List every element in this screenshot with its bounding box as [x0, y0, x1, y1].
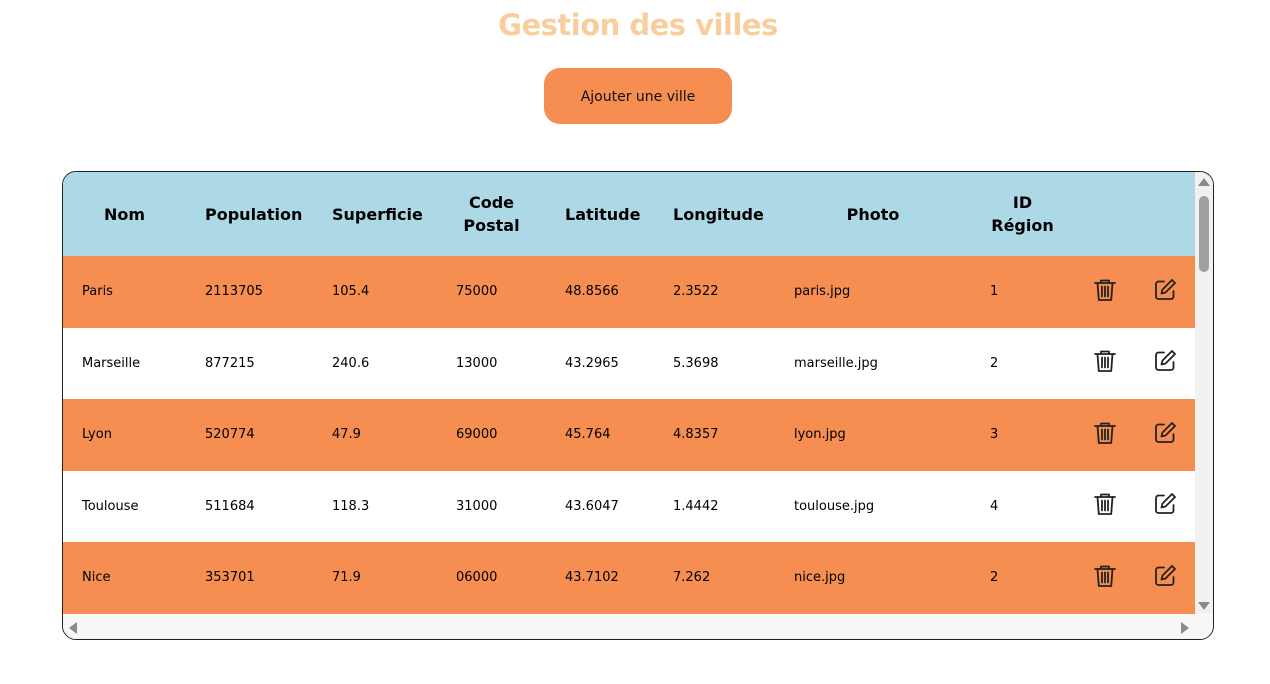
cell-photo: paris.jpg	[794, 284, 851, 300]
trash-icon[interactable]	[1091, 419, 1119, 447]
cell-id-region: 2	[990, 355, 999, 371]
header-code-postal	[437, 172, 546, 256]
edit-icon[interactable]	[1151, 562, 1179, 590]
header-edit-action	[1135, 172, 1195, 256]
cell-population: 877215	[205, 355, 255, 371]
cell-latitude: 43.7102	[565, 570, 619, 586]
table-row	[63, 399, 1195, 471]
cell-latitude: 43.6047	[565, 498, 619, 514]
cell-population: 520774	[205, 427, 255, 443]
cell-superficie: 118.3	[332, 498, 370, 514]
cell-nom: Nice	[82, 570, 111, 586]
cell-longitude: 2.3522	[673, 284, 719, 300]
cell-longitude: 4.8357	[673, 427, 719, 443]
header-id-region-line1: ID	[1012, 193, 1033, 212]
edit-icon[interactable]	[1151, 419, 1179, 447]
cell-edit	[1135, 328, 1195, 400]
cell-photo: toulouse.jpg	[794, 498, 875, 514]
vertical-scroll-thumb[interactable]	[1199, 196, 1209, 272]
cell-code-postal: 69000	[456, 427, 498, 443]
header-nom: Nom	[103, 204, 146, 224]
cell-code-postal: 13000	[456, 355, 498, 371]
cell-delete	[1074, 256, 1135, 328]
cell-code-postal: 31000	[456, 498, 498, 514]
scroll-right-arrow-icon[interactable]	[1181, 622, 1189, 634]
cell-code-postal: 06000	[456, 570, 498, 586]
vertical-scrollbar[interactable]	[1195, 172, 1213, 614]
header-superficie: Superficie	[332, 204, 423, 224]
edit-icon[interactable]	[1151, 347, 1179, 375]
cell-nom: Toulouse	[82, 498, 139, 514]
edit-icon[interactable]	[1151, 276, 1179, 304]
header-longitude: Longitude	[673, 204, 764, 224]
table-row	[63, 471, 1195, 543]
cell-latitude: 48.8566	[565, 284, 619, 300]
cell-id-region: 3	[990, 427, 999, 443]
cell-code-postal: 75000	[456, 284, 498, 300]
cell-longitude: 5.3698	[673, 355, 719, 371]
trash-icon[interactable]	[1091, 347, 1119, 375]
cell-delete	[1074, 399, 1135, 471]
cities-table-container	[62, 171, 1214, 640]
cell-population: 353701	[205, 570, 255, 586]
cell-id-region: 1	[990, 284, 999, 300]
cell-edit	[1135, 542, 1195, 614]
scroll-left-arrow-icon[interactable]	[69, 622, 77, 634]
edit-icon[interactable]	[1151, 490, 1179, 518]
cell-edit	[1135, 256, 1195, 328]
add-city-button[interactable]: Ajouter une ville	[544, 68, 732, 124]
cell-id-region: 2	[990, 570, 999, 586]
cities-table-viewport	[63, 172, 1195, 614]
cell-superficie: 240.6	[332, 355, 370, 371]
header-latitude: Latitude	[565, 204, 641, 224]
header-code-postal-line2: Postal	[463, 216, 520, 235]
cell-id-region: 4	[990, 498, 999, 514]
trash-icon[interactable]	[1091, 562, 1119, 590]
cell-population: 2113705	[205, 284, 263, 300]
cell-superficie: 105.4	[332, 284, 370, 300]
cell-photo: nice.jpg	[794, 570, 846, 586]
cell-photo: marseille.jpg	[794, 355, 878, 371]
table-row	[63, 542, 1195, 614]
cell-nom: Paris	[82, 284, 113, 300]
table-header-row	[63, 172, 1195, 256]
table-row	[63, 328, 1195, 400]
cell-delete	[1074, 471, 1135, 543]
scroll-down-arrow-icon[interactable]	[1198, 602, 1210, 610]
cell-longitude: 7.262	[673, 570, 711, 586]
header-delete-action	[1074, 172, 1135, 256]
scroll-up-arrow-icon[interactable]	[1198, 178, 1210, 186]
cell-nom: Lyon	[82, 427, 112, 443]
cell-population: 511684	[205, 498, 255, 514]
horizontal-scrollbar[interactable]	[63, 615, 1213, 639]
cell-superficie: 47.9	[332, 427, 361, 443]
cell-longitude: 1.4442	[673, 498, 719, 514]
cell-superficie: 71.9	[332, 570, 361, 586]
cell-photo: lyon.jpg	[794, 427, 846, 443]
cell-delete	[1074, 542, 1135, 614]
cell-delete	[1074, 328, 1135, 400]
header-photo: Photo	[846, 204, 900, 224]
header-id-region	[971, 172, 1074, 256]
header-population: Population	[205, 204, 303, 224]
header-code-postal-line1: Code	[468, 193, 515, 212]
cell-edit	[1135, 471, 1195, 543]
table-row	[63, 256, 1195, 328]
page-title: Gestion des villes	[498, 8, 778, 42]
cell-latitude: 43.2965	[565, 355, 619, 371]
cell-latitude: 45.764	[565, 427, 611, 443]
cell-edit	[1135, 399, 1195, 471]
cities-table	[63, 172, 1195, 614]
trash-icon[interactable]	[1091, 276, 1119, 304]
header-id-region-line2: Région	[991, 216, 1054, 235]
cell-nom: Marseille	[82, 355, 141, 371]
trash-icon[interactable]	[1091, 490, 1119, 518]
